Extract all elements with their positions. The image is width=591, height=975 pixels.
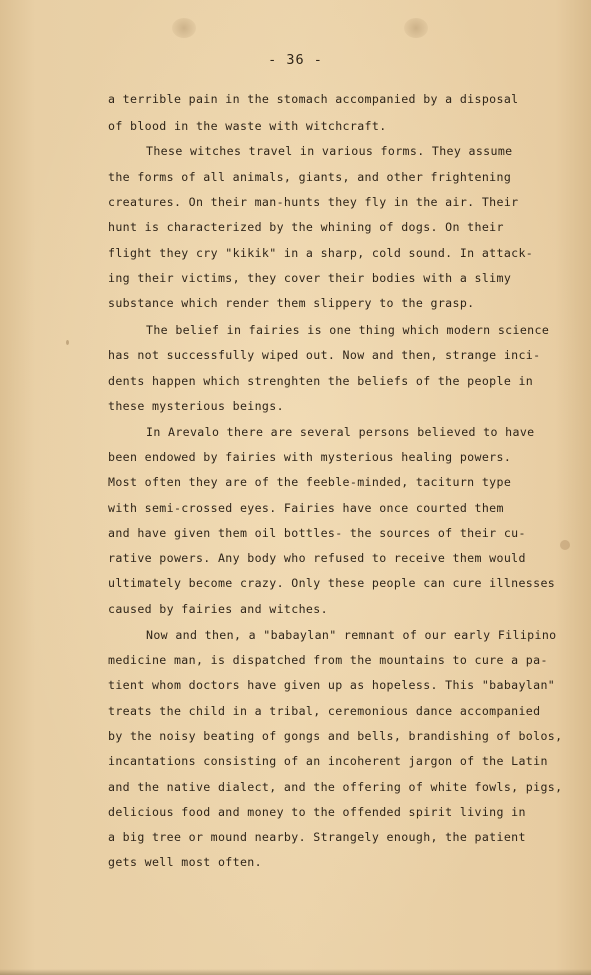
text-line: Now and then, a "babaylan" remnant of our early Filipino — [146, 628, 557, 642]
text-line: the forms of all animals, giants, and other frightening — [108, 170, 512, 184]
text-line: has not successfully wiped out. Now and then, strange inci- — [108, 348, 541, 362]
text-line: a big tree or mound nearby. Strangely enough, the patient — [108, 830, 526, 844]
text-line: ing their victims, they cover their bodies with a slimy — [108, 271, 512, 285]
page-bottom-edge — [0, 969, 591, 975]
text-line: treats the child in a tribal, ceremonious dance accompanied — [108, 704, 541, 718]
text-line: incantations consisting of an incoherent jargon of the Latin — [108, 754, 548, 768]
text-line: ultimately become crazy. Only these people can cure illnesses — [108, 576, 556, 590]
text-line: and the native dialect, and the offering of white fowls, pigs, — [108, 780, 563, 794]
text-line: by the noisy beating of gongs and bells, brandishing of bolos, — [108, 729, 563, 743]
text-line: caused by fairies and witches. — [108, 602, 328, 616]
paper-smudge — [404, 18, 428, 38]
text-line: with semi-crossed eyes. Fairies have once courted them — [108, 501, 504, 515]
text-line: of blood in the waste with witchcraft. — [108, 119, 387, 133]
text-line: a terrible pain in the stomach accompanied by a disposal — [108, 92, 519, 106]
text-line: these mysterious beings. — [108, 399, 284, 413]
text-line: dents happen which strenghten the beliefs of the people in — [108, 374, 534, 388]
text-line: creatures. On their man-hunts they fly in the air. Their — [108, 195, 519, 209]
text-line: been endowed by fairies with mysterious healing powers. — [108, 450, 512, 464]
paper-speck — [560, 540, 570, 550]
page-number: - 36 - — [268, 52, 323, 68]
text-line: and have given them oil bottles- the sources of their cu- — [108, 526, 526, 540]
text-line: These witches travel in various forms. They assume — [146, 144, 513, 158]
text-line: rative powers. Any body who refused to receive them would — [108, 551, 526, 565]
text-line: flight they cry "kikik" in a sharp, cold sound. In attack- — [108, 246, 534, 260]
text-line: In Arevalo there are several persons believed to have — [146, 425, 535, 439]
text-line: The belief in fairies is one thing which modern science — [146, 323, 550, 337]
text-line: hunt is characterized by the whining of dogs. On their — [108, 220, 504, 234]
text-line: medicine man, is dispatched from the mountains to cure a pa- — [108, 653, 548, 667]
text-line: gets well most often. — [108, 855, 262, 869]
paper-speck — [66, 340, 69, 345]
text-line: delicious food and money to the offended spirit living in — [108, 805, 526, 819]
paper-smudge — [172, 18, 196, 38]
text-line: tient whom doctors have given up as hopeless. This "babaylan" — [108, 678, 556, 692]
text-line: Most often they are of the feeble-minded, taciturn type — [108, 475, 512, 489]
text-line: substance which render them slippery to the grasp. — [108, 296, 475, 310]
